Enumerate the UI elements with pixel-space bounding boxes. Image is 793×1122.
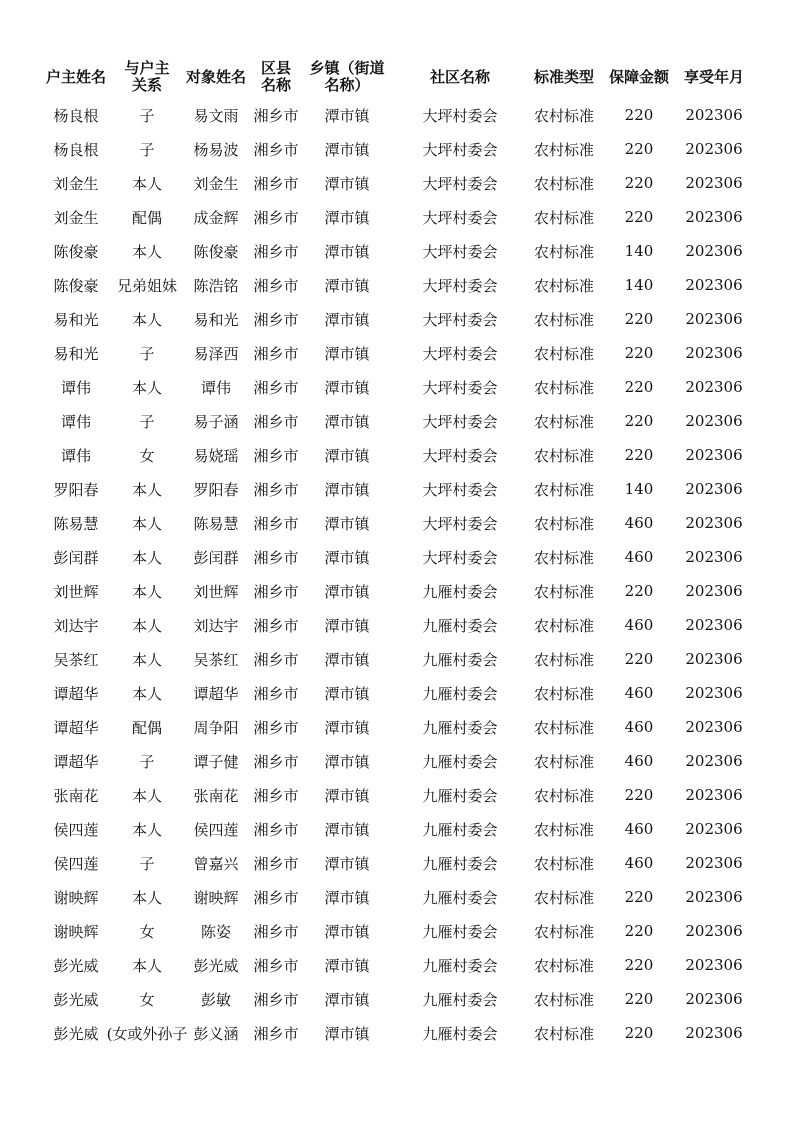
standard-type-cell: 农村标准: [533, 276, 594, 295]
header-township: [302, 56, 392, 98]
table-row: [0, 744, 793, 778]
header-householder-name: 户主姓名: [45, 67, 106, 86]
township-cell: 潭市镇: [324, 412, 370, 431]
header-relationship: [112, 56, 182, 98]
county-cell: 湘乡市: [253, 854, 299, 873]
table-row: [0, 268, 793, 302]
recipient-name-cell: 周争阳: [193, 718, 239, 737]
standard-type-cell: 农村标准: [533, 820, 594, 839]
table-row: [0, 812, 793, 846]
recipient-name-cell: 彭光威: [193, 956, 239, 975]
community-cell: 大坪村委会: [422, 208, 498, 227]
table-row: [0, 370, 793, 404]
header-standard-type: 标准类型: [533, 67, 594, 86]
relationship-cell: 子: [139, 854, 155, 873]
township-cell: 潭市镇: [324, 344, 370, 363]
community-cell: 大坪村委会: [422, 446, 498, 465]
community-cell: 九雁村委会: [422, 752, 498, 771]
amount-cell: 220: [624, 106, 654, 124]
recipient-name-cell: 陈姿: [200, 922, 231, 941]
header-county: [250, 56, 302, 98]
table-row: [0, 234, 793, 268]
township-cell: 潭市镇: [324, 684, 370, 703]
period-cell: 202306: [685, 514, 743, 532]
householder-name-cell: 陈俊豪: [53, 242, 99, 261]
period-cell: 202306: [685, 378, 743, 396]
standard-type-cell: 农村标准: [533, 174, 594, 193]
relationship-cell: 女: [139, 922, 155, 941]
relationship-cell: 本人: [131, 378, 162, 397]
recipient-name-cell: 陈浩铭: [193, 276, 239, 295]
relationship-cell: 本人: [131, 956, 162, 975]
period-cell: 202306: [685, 786, 743, 804]
recipient-name-cell: 彭义涵: [193, 1024, 239, 1043]
amount-cell: 220: [624, 1024, 654, 1042]
recipient-name-cell: 谭子健: [193, 752, 239, 771]
standard-type-cell: 农村标准: [533, 412, 594, 431]
recipient-name-cell: 刘达宇: [193, 616, 239, 635]
header-community: 社区名称: [429, 67, 490, 86]
period-cell: 202306: [685, 684, 743, 702]
period-cell: 202306: [685, 446, 743, 464]
standard-type-cell: 农村标准: [533, 378, 594, 397]
period-cell: 202306: [685, 208, 743, 226]
householder-name-cell: 罗阳春: [53, 480, 99, 499]
township-cell: 潭市镇: [324, 1024, 370, 1043]
header-county-text: 区县 名称: [260, 59, 291, 94]
amount-cell: 220: [624, 378, 654, 396]
recipient-name-cell: 张南花: [193, 786, 239, 805]
community-cell: 九雁村委会: [422, 684, 498, 703]
table-row: [0, 948, 793, 982]
relationship-cell: 本人: [131, 548, 162, 567]
table-row: [0, 880, 793, 914]
header-recipient-name: 对象姓名: [185, 67, 246, 86]
recipient-name-cell: 易子涵: [193, 412, 239, 431]
township-cell: 潭市镇: [324, 786, 370, 805]
county-cell: 湘乡市: [253, 276, 299, 295]
standard-type-cell: 农村标准: [533, 854, 594, 873]
recipient-name-cell: 陈易慧: [193, 514, 239, 533]
householder-name-cell: 侯四莲: [53, 854, 99, 873]
community-cell: 大坪村委会: [422, 344, 498, 363]
table-row: [0, 336, 793, 370]
standard-type-cell: 农村标准: [533, 684, 594, 703]
header-amount: 保障金额: [608, 67, 669, 86]
relationship-cell: 子: [139, 344, 155, 363]
standard-type-cell: 农村标准: [533, 752, 594, 771]
relationship-cell: 本人: [131, 582, 162, 601]
standard-type-cell: 农村标准: [533, 718, 594, 737]
community-cell: 九雁村委会: [422, 786, 498, 805]
householder-name-cell: 谭超华: [53, 752, 99, 771]
table-row: [0, 472, 793, 506]
standard-type-cell: 农村标准: [533, 514, 594, 533]
period-cell: 202306: [685, 888, 743, 906]
amount-cell: 220: [624, 650, 654, 668]
county-cell: 湘乡市: [253, 310, 299, 329]
recipient-name-cell: 谭伟: [200, 378, 231, 397]
householder-name-cell: 谢映辉: [53, 922, 99, 941]
county-cell: 湘乡市: [253, 786, 299, 805]
householder-name-cell: 谭超华: [53, 718, 99, 737]
township-cell: 潭市镇: [324, 616, 370, 635]
recipient-name-cell: 杨易波: [193, 140, 239, 159]
table-row: [0, 506, 793, 540]
standard-type-cell: 农村标准: [533, 922, 594, 941]
township-cell: 潭市镇: [324, 276, 370, 295]
householder-name-cell: 谭伟: [60, 412, 91, 431]
table-header-row: [0, 56, 793, 98]
amount-cell: 460: [624, 752, 654, 770]
township-cell: 潭市镇: [324, 548, 370, 567]
relationship-cell: 女: [139, 446, 155, 465]
period-cell: 202306: [685, 820, 743, 838]
householder-name-cell: 易和光: [53, 344, 99, 363]
householder-name-cell: 彭光威: [53, 990, 99, 1009]
community-cell: 大坪村委会: [422, 480, 498, 499]
householder-name-cell: 彭光威: [53, 1024, 99, 1043]
community-cell: 九雁村委会: [422, 922, 498, 941]
period-cell: 202306: [685, 344, 743, 362]
county-cell: 湘乡市: [253, 820, 299, 839]
township-cell: 潭市镇: [324, 990, 370, 1009]
community-cell: 九雁村委会: [422, 650, 498, 669]
community-cell: 九雁村委会: [422, 888, 498, 907]
table-row: [0, 608, 793, 642]
community-cell: 大坪村委会: [422, 276, 498, 295]
table-row: [0, 914, 793, 948]
community-cell: 大坪村委会: [422, 378, 498, 397]
period-cell: 202306: [685, 616, 743, 634]
period-cell: 202306: [685, 106, 743, 124]
relationship-cell: 配偶: [131, 208, 162, 227]
community-cell: 九雁村委会: [422, 820, 498, 839]
table-row: [0, 200, 793, 234]
amount-cell: 460: [624, 616, 654, 634]
amount-cell: 220: [624, 786, 654, 804]
standard-type-cell: 农村标准: [533, 242, 594, 261]
county-cell: 湘乡市: [253, 956, 299, 975]
recipient-name-cell: 谭超华: [193, 684, 239, 703]
county-cell: 湘乡市: [253, 616, 299, 635]
period-cell: 202306: [685, 922, 743, 940]
recipient-name-cell: 刘世辉: [193, 582, 239, 601]
county-cell: 湘乡市: [253, 378, 299, 397]
county-cell: 湘乡市: [253, 548, 299, 567]
recipient-name-cell: 彭敏: [200, 990, 231, 1009]
table-row: [0, 540, 793, 574]
relationship-cell: 本人: [131, 820, 162, 839]
table-row: [0, 98, 793, 132]
table-row: [0, 438, 793, 472]
standard-type-cell: 农村标准: [533, 344, 594, 363]
amount-cell: 220: [624, 922, 654, 940]
relationship-cell: 本人: [131, 480, 162, 499]
amount-cell: 220: [624, 344, 654, 362]
relationship-cell: 兄弟姐妹: [116, 276, 177, 295]
amount-cell: 220: [624, 208, 654, 226]
township-cell: 潭市镇: [324, 446, 370, 465]
householder-name-cell: 刘达宇: [53, 616, 99, 635]
amount-cell: 220: [624, 956, 654, 974]
amount-cell: 220: [624, 582, 654, 600]
township-cell: 潭市镇: [324, 752, 370, 771]
standard-type-cell: 农村标准: [533, 582, 594, 601]
county-cell: 湘乡市: [253, 446, 299, 465]
standard-type-cell: 农村标准: [533, 1024, 594, 1043]
period-cell: 202306: [685, 276, 743, 294]
header-period: 享受年月: [683, 67, 744, 86]
table-row: [0, 982, 793, 1016]
amount-cell: 220: [624, 174, 654, 192]
county-cell: 湘乡市: [253, 242, 299, 261]
period-cell: 202306: [685, 1024, 743, 1042]
township-cell: 潭市镇: [324, 480, 370, 499]
amount-cell: 220: [624, 412, 654, 430]
amount-cell: 460: [624, 684, 654, 702]
relationship-cell: 本人: [131, 310, 162, 329]
recipient-name-cell: 彭闰群: [193, 548, 239, 567]
standard-type-cell: 农村标准: [533, 990, 594, 1009]
county-cell: 湘乡市: [253, 718, 299, 737]
county-cell: 湘乡市: [253, 990, 299, 1009]
relationship-cell: 本人: [131, 684, 162, 703]
township-cell: 潭市镇: [324, 582, 370, 601]
amount-cell: 220: [624, 310, 654, 328]
community-cell: 九雁村委会: [422, 1024, 498, 1043]
standard-type-cell: 农村标准: [533, 446, 594, 465]
table-row: [0, 302, 793, 336]
relationship-cell: 子: [139, 140, 155, 159]
township-cell: 潭市镇: [324, 106, 370, 125]
standard-type-cell: 农村标准: [533, 956, 594, 975]
period-cell: 202306: [685, 174, 743, 192]
recipient-name-cell: 罗阳春: [193, 480, 239, 499]
amount-cell: 460: [624, 854, 654, 872]
header-township-text: 乡镇（街道 名称）: [309, 59, 385, 94]
table-row: [0, 710, 793, 744]
relationship-cell: 配偶: [131, 718, 162, 737]
standard-type-cell: 农村标准: [533, 106, 594, 125]
township-cell: 潭市镇: [324, 242, 370, 261]
householder-name-cell: 刘金生: [53, 208, 99, 227]
amount-cell: 460: [624, 548, 654, 566]
standard-type-cell: 农村标准: [533, 548, 594, 567]
amount-cell: 140: [624, 480, 654, 498]
period-cell: 202306: [685, 548, 743, 566]
table-row: [0, 642, 793, 676]
householder-name-cell: 谭伟: [60, 446, 91, 465]
relationship-cell: 子: [139, 752, 155, 771]
householder-name-cell: 彭光威: [53, 956, 99, 975]
householder-name-cell: 杨良根: [53, 106, 99, 125]
table-body: [0, 98, 793, 1050]
householder-name-cell: 陈易慧: [53, 514, 99, 533]
relationship-cell: 子: [139, 412, 155, 431]
amount-cell: 140: [624, 242, 654, 260]
period-cell: 202306: [685, 718, 743, 736]
amount-cell: 140: [624, 276, 654, 294]
county-cell: 湘乡市: [253, 1024, 299, 1043]
period-cell: 202306: [685, 242, 743, 260]
community-cell: 大坪村委会: [422, 242, 498, 261]
standard-type-cell: 农村标准: [533, 786, 594, 805]
township-cell: 潭市镇: [324, 888, 370, 907]
householder-name-cell: 陈俊豪: [53, 276, 99, 295]
county-cell: 湘乡市: [253, 582, 299, 601]
amount-cell: 460: [624, 820, 654, 838]
relationship-cell: 本人: [131, 514, 162, 533]
period-cell: 202306: [685, 582, 743, 600]
roster-table: [0, 56, 793, 1050]
township-cell: 潭市镇: [324, 650, 370, 669]
community-cell: 九雁村委会: [422, 718, 498, 737]
township-cell: 潭市镇: [324, 854, 370, 873]
county-cell: 湘乡市: [253, 888, 299, 907]
county-cell: 湘乡市: [253, 208, 299, 227]
community-cell: 大坪村委会: [422, 548, 498, 567]
period-cell: 202306: [685, 990, 743, 1008]
householder-name-cell: 刘世辉: [53, 582, 99, 601]
county-cell: 湘乡市: [253, 922, 299, 941]
community-cell: 九雁村委会: [422, 616, 498, 635]
county-cell: 湘乡市: [253, 106, 299, 125]
relationship-cell: (女或外孙子: [106, 1024, 188, 1043]
recipient-name-cell: 陈俊豪: [193, 242, 239, 261]
recipient-name-cell: 侯四莲: [193, 820, 239, 839]
county-cell: 湘乡市: [253, 514, 299, 533]
header-relationship-text: 与户主 关系: [124, 59, 170, 94]
period-cell: 202306: [685, 140, 743, 158]
householder-name-cell: 彭闰群: [53, 548, 99, 567]
community-cell: 大坪村委会: [422, 514, 498, 533]
householder-name-cell: 杨良根: [53, 140, 99, 159]
standard-type-cell: 农村标准: [533, 480, 594, 499]
community-cell: 九雁村委会: [422, 582, 498, 601]
period-cell: 202306: [685, 752, 743, 770]
householder-name-cell: 谭伟: [60, 378, 91, 397]
community-cell: 大坪村委会: [422, 310, 498, 329]
recipient-name-cell: 曾嘉兴: [193, 854, 239, 873]
township-cell: 潭市镇: [324, 140, 370, 159]
householder-name-cell: 易和光: [53, 310, 99, 329]
householder-name-cell: 谢映辉: [53, 888, 99, 907]
amount-cell: 460: [624, 718, 654, 736]
amount-cell: 220: [624, 446, 654, 464]
period-cell: 202306: [685, 310, 743, 328]
standard-type-cell: 农村标准: [533, 650, 594, 669]
period-cell: 202306: [685, 412, 743, 430]
township-cell: 潭市镇: [324, 956, 370, 975]
township-cell: 潭市镇: [324, 514, 370, 533]
recipient-name-cell: 刘金生: [193, 174, 239, 193]
householder-name-cell: 刘金生: [53, 174, 99, 193]
table-row: [0, 404, 793, 438]
period-cell: 202306: [685, 480, 743, 498]
recipient-name-cell: 成金辉: [193, 208, 239, 227]
recipient-name-cell: 吴茶红: [193, 650, 239, 669]
county-cell: 湘乡市: [253, 174, 299, 193]
recipient-name-cell: 易文雨: [193, 106, 239, 125]
community-cell: 九雁村委会: [422, 956, 498, 975]
county-cell: 湘乡市: [253, 650, 299, 669]
community-cell: 大坪村委会: [422, 174, 498, 193]
standard-type-cell: 农村标准: [533, 310, 594, 329]
period-cell: 202306: [685, 854, 743, 872]
township-cell: 潭市镇: [324, 820, 370, 839]
relationship-cell: 女: [139, 990, 155, 1009]
standard-type-cell: 农村标准: [533, 140, 594, 159]
relationship-cell: 本人: [131, 174, 162, 193]
county-cell: 湘乡市: [253, 684, 299, 703]
community-cell: 大坪村委会: [422, 412, 498, 431]
relationship-cell: 本人: [131, 242, 162, 261]
county-cell: 湘乡市: [253, 412, 299, 431]
community-cell: 九雁村委会: [422, 854, 498, 873]
recipient-name-cell: 易泽西: [193, 344, 239, 363]
standard-type-cell: 农村标准: [533, 888, 594, 907]
township-cell: 潭市镇: [324, 718, 370, 737]
relationship-cell: 本人: [131, 786, 162, 805]
county-cell: 湘乡市: [253, 344, 299, 363]
period-cell: 202306: [685, 650, 743, 668]
amount-cell: 460: [624, 514, 654, 532]
community-cell: 大坪村委会: [422, 106, 498, 125]
relationship-cell: 本人: [131, 616, 162, 635]
table-row: [0, 574, 793, 608]
township-cell: 潭市镇: [324, 174, 370, 193]
township-cell: 潭市镇: [324, 208, 370, 227]
county-cell: 湘乡市: [253, 140, 299, 159]
township-cell: 潭市镇: [324, 378, 370, 397]
table-row: [0, 132, 793, 166]
recipient-name-cell: 易娆瑶: [193, 446, 239, 465]
amount-cell: 220: [624, 140, 654, 158]
recipient-name-cell: 易和光: [193, 310, 239, 329]
householder-name-cell: 吴茶红: [53, 650, 99, 669]
county-cell: 湘乡市: [253, 480, 299, 499]
township-cell: 潭市镇: [324, 922, 370, 941]
householder-name-cell: 张南花: [53, 786, 99, 805]
table-row: [0, 676, 793, 710]
community-cell: 大坪村委会: [422, 140, 498, 159]
amount-cell: 220: [624, 990, 654, 1008]
amount-cell: 220: [624, 888, 654, 906]
township-cell: 潭市镇: [324, 310, 370, 329]
standard-type-cell: 农村标准: [533, 616, 594, 635]
relationship-cell: 子: [139, 106, 155, 125]
standard-type-cell: 农村标准: [533, 208, 594, 227]
table-row: [0, 166, 793, 200]
table-row: [0, 778, 793, 812]
relationship-cell: 本人: [131, 650, 162, 669]
period-cell: 202306: [685, 956, 743, 974]
table-row: [0, 1016, 793, 1050]
community-cell: 九雁村委会: [422, 990, 498, 1009]
householder-name-cell: 谭超华: [53, 684, 99, 703]
recipient-name-cell: 谢映辉: [193, 888, 239, 907]
county-cell: 湘乡市: [253, 752, 299, 771]
table-row: [0, 846, 793, 880]
relationship-cell: 本人: [131, 888, 162, 907]
householder-name-cell: 侯四莲: [53, 820, 99, 839]
